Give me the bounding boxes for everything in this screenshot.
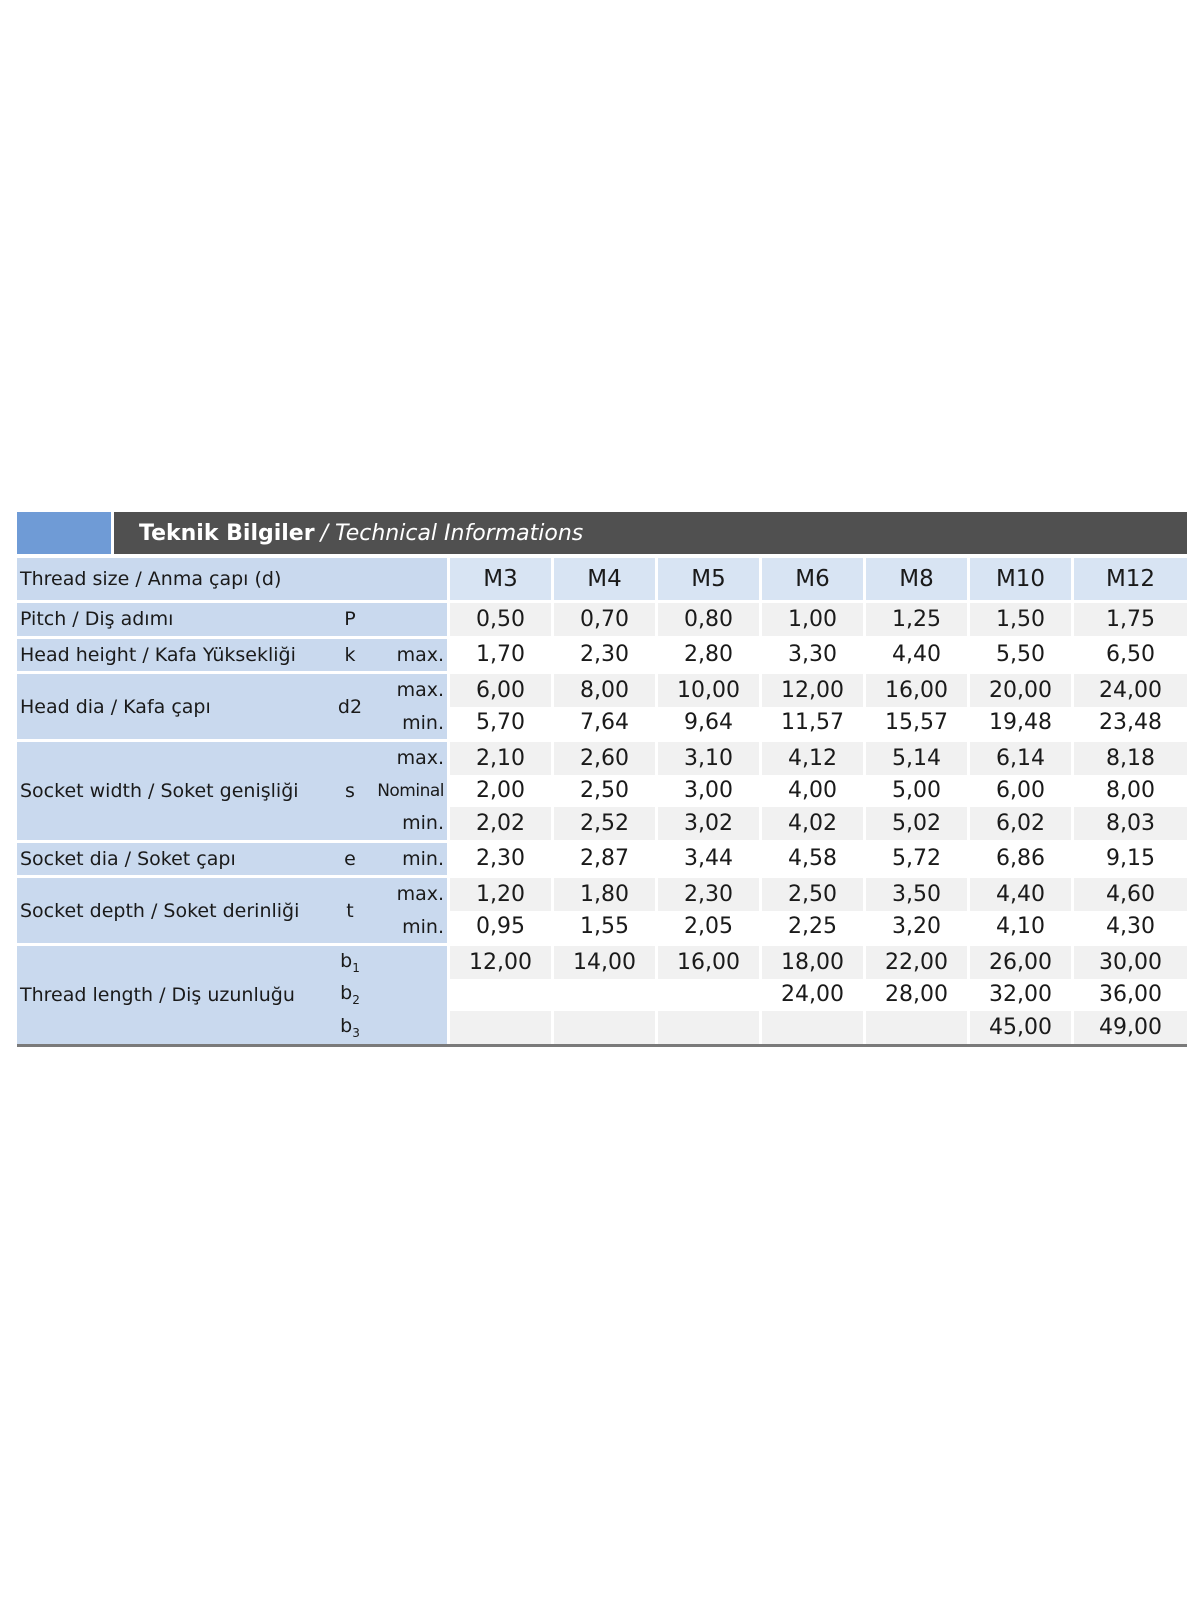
qualifier: min. (365, 840, 447, 876)
value-cell: 2,30 (447, 840, 551, 876)
value-cell: 14,00 (551, 943, 655, 979)
qualifier: max. (365, 875, 447, 911)
parameter-label: Socket width / Soket genişliği (17, 739, 335, 840)
value-cell: 4,58 (759, 840, 863, 876)
qualifier (365, 943, 447, 979)
table-row (17, 739, 1187, 775)
value-cell: 36,00 (1071, 979, 1187, 1012)
size-header-m6: M6 (759, 558, 863, 600)
symbol-subscript: 2 (352, 993, 360, 1008)
value-cell: 20,00 (967, 671, 1071, 707)
size-header-m12: M12 (1071, 558, 1187, 600)
symbol-subscript: 3 (352, 1025, 360, 1040)
title-bar (17, 512, 1187, 554)
qualifier: max. (365, 636, 447, 672)
value-cell: 0,70 (551, 600, 655, 636)
value-cell: 2,50 (759, 875, 863, 911)
value-cell: 2,30 (551, 636, 655, 672)
technical-info-sheet (17, 512, 1187, 1047)
value-cell: 7,64 (551, 707, 655, 740)
value-cell: 3,50 (863, 875, 967, 911)
value-cell: 5,02 (863, 807, 967, 840)
value-cell: 1,75 (1071, 600, 1187, 636)
header-row (17, 558, 1187, 600)
value-cell: 8,18 (1071, 739, 1187, 775)
value-cell: 4,12 (759, 739, 863, 775)
value-cell: 6,02 (967, 807, 1071, 840)
size-header-m4: M4 (551, 558, 655, 600)
value-cell: 5,50 (967, 636, 1071, 672)
value-cell: 5,00 (863, 775, 967, 808)
value-cell: 0,95 (447, 911, 551, 944)
qualifier: min. (365, 707, 447, 740)
value-cell: 4,40 (863, 636, 967, 672)
value-cell: 30,00 (1071, 943, 1187, 979)
value-cell (759, 1011, 863, 1044)
value-cell: 1,00 (759, 600, 863, 636)
value-cell: 24,00 (759, 979, 863, 1012)
value-cell: 6,14 (967, 739, 1071, 775)
symbol-base: b (340, 982, 353, 1005)
parameter-label: Socket depth / Soket derinliği (17, 875, 335, 943)
sheet-title (114, 512, 1187, 554)
value-cell: 4,30 (1071, 911, 1187, 944)
qualifier (365, 979, 447, 1012)
value-cell: 6,86 (967, 840, 1071, 876)
qualifier: max. (365, 739, 447, 775)
qualifier: max. (365, 671, 447, 707)
parameter-symbol (335, 979, 365, 1012)
value-cell: 3,30 (759, 636, 863, 672)
value-cell: 9,15 (1071, 840, 1187, 876)
parameter-label: Thread length / Diş uzunluğu (17, 943, 335, 1044)
value-cell: 2,60 (551, 739, 655, 775)
title-turkish: Teknik Bilgiler (139, 520, 315, 546)
value-cell: 2,87 (551, 840, 655, 876)
table-row (17, 671, 1187, 707)
value-cell: 11,57 (759, 707, 863, 740)
value-cell: 2,30 (655, 875, 759, 911)
table-row (17, 875, 1187, 911)
title-english: / Technical Informations (320, 520, 584, 546)
value-cell: 1,25 (863, 600, 967, 636)
thread-size-label: Thread size / Anma çapı (d) (17, 558, 447, 600)
value-cell: 5,70 (447, 707, 551, 740)
table-row (17, 943, 1187, 979)
value-cell: 23,48 (1071, 707, 1187, 740)
table-row (17, 840, 1187, 876)
value-cell: 45,00 (967, 1011, 1071, 1044)
value-cell (863, 1011, 967, 1044)
title-accent-block (17, 512, 114, 554)
value-cell: 12,00 (759, 671, 863, 707)
value-cell: 2,02 (447, 807, 551, 840)
parameter-label: Socket dia / Soket çapı (17, 840, 335, 876)
value-cell: 1,55 (551, 911, 655, 944)
value-cell: 2,10 (447, 739, 551, 775)
value-cell: 8,00 (1071, 775, 1187, 808)
value-cell: 1,50 (967, 600, 1071, 636)
value-cell: 12,00 (447, 943, 551, 979)
parameter-symbol: P (335, 600, 365, 636)
value-cell: 5,14 (863, 739, 967, 775)
value-cell: 3,20 (863, 911, 967, 944)
size-header-m5: M5 (655, 558, 759, 600)
symbol-base: b (340, 1014, 353, 1037)
value-cell: 26,00 (967, 943, 1071, 979)
table-row (17, 600, 1187, 636)
parameter-label: Head dia / Kafa çapı (17, 671, 335, 739)
value-cell: 0,50 (447, 600, 551, 636)
value-cell: 5,72 (863, 840, 967, 876)
value-cell: 4,00 (759, 775, 863, 808)
table-row (17, 636, 1187, 672)
value-cell: 6,50 (1071, 636, 1187, 672)
spec-table (17, 558, 1187, 1044)
value-cell (551, 979, 655, 1012)
value-cell (655, 1011, 759, 1044)
value-cell: 6,00 (967, 775, 1071, 808)
value-cell (447, 1011, 551, 1044)
value-cell: 1,70 (447, 636, 551, 672)
value-cell (551, 1011, 655, 1044)
value-cell: 16,00 (863, 671, 967, 707)
parameter-symbol: d2 (335, 671, 365, 739)
qualifier (365, 600, 447, 636)
value-cell: 8,03 (1071, 807, 1187, 840)
symbol-base: b (340, 949, 353, 972)
value-cell: 1,20 (447, 875, 551, 911)
value-cell: 19,48 (967, 707, 1071, 740)
value-cell: 3,10 (655, 739, 759, 775)
value-cell: 2,50 (551, 775, 655, 808)
value-cell: 3,44 (655, 840, 759, 876)
value-cell: 0,80 (655, 600, 759, 636)
bottom-rule (17, 1044, 1187, 1047)
value-cell: 15,57 (863, 707, 967, 740)
parameter-symbol: s (335, 739, 365, 840)
qualifier (365, 1011, 447, 1044)
size-header-m3: M3 (447, 558, 551, 600)
parameter-symbol (335, 1011, 365, 1044)
parameter-label: Head height / Kafa Yüksekliği (17, 636, 335, 672)
qualifier: min. (365, 807, 447, 840)
qualifier: Nominal (365, 775, 447, 808)
size-header-m8: M8 (863, 558, 967, 600)
value-cell: 8,00 (551, 671, 655, 707)
value-cell: 2,52 (551, 807, 655, 840)
symbol-subscript: 1 (352, 960, 360, 975)
value-cell: 3,00 (655, 775, 759, 808)
parameter-label: Pitch / Diş adımı (17, 600, 335, 636)
value-cell: 24,00 (1071, 671, 1187, 707)
parameter-symbol (335, 943, 365, 979)
qualifier: min. (365, 911, 447, 944)
value-cell: 6,00 (447, 671, 551, 707)
value-cell (447, 979, 551, 1012)
value-cell (655, 979, 759, 1012)
value-cell: 1,80 (551, 875, 655, 911)
value-cell: 32,00 (967, 979, 1071, 1012)
value-cell: 16,00 (655, 943, 759, 979)
value-cell: 2,25 (759, 911, 863, 944)
value-cell: 10,00 (655, 671, 759, 707)
value-cell: 49,00 (1071, 1011, 1187, 1044)
value-cell: 2,00 (447, 775, 551, 808)
value-cell: 9,64 (655, 707, 759, 740)
parameter-symbol: e (335, 840, 365, 876)
parameter-symbol: t (335, 875, 365, 943)
value-cell: 28,00 (863, 979, 967, 1012)
value-cell: 4,60 (1071, 875, 1187, 911)
value-cell: 18,00 (759, 943, 863, 979)
value-cell: 22,00 (863, 943, 967, 979)
value-cell: 4,02 (759, 807, 863, 840)
value-cell: 2,05 (655, 911, 759, 944)
value-cell: 4,10 (967, 911, 1071, 944)
value-cell: 2,80 (655, 636, 759, 672)
value-cell: 3,02 (655, 807, 759, 840)
parameter-symbol: k (335, 636, 365, 672)
value-cell: 4,40 (967, 875, 1071, 911)
size-header-m10: M10 (967, 558, 1071, 600)
